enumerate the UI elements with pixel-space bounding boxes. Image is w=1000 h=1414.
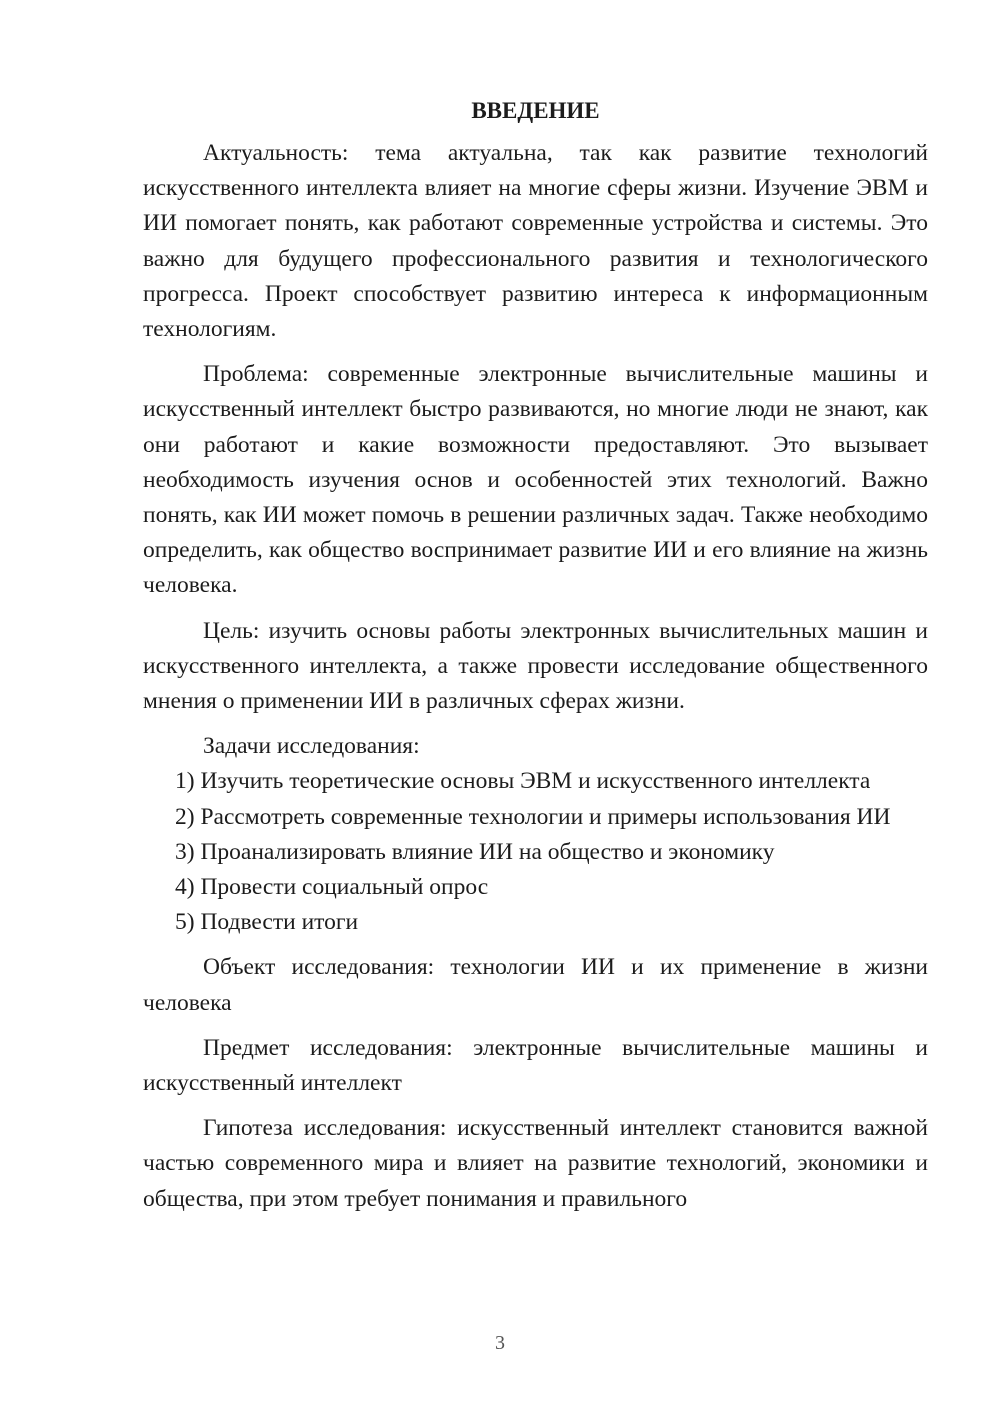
object-paragraph: Объект исследования: технологии ИИ и их применение в жизни человека	[143, 954, 928, 1016]
page-number: 3	[495, 1332, 505, 1354]
hypothesis-paragraph: Гипотеза исследования: искусственный интеллект становится важной частью современного мира и влияет на развитие технологий, экономики и общества, при этом требует понимания и правильного	[143, 1115, 928, 1212]
tasks-heading: Задачи исследования:	[203, 733, 420, 760]
task-item: 2) Рассмотреть современные технологии и примеры использования ИИ	[175, 803, 891, 830]
section-title: ВВЕДЕНИЕ	[471, 98, 600, 123]
page-content	[143, 96, 928, 1217]
task-item: 3) Проанализировать влияние ИИ на общество и экономику	[175, 838, 775, 865]
problem-paragraph: Проблема: современные электронные вычислительные машины и искусственный интеллект быстро развиваются, но многие люди не знают, как они работают и какие возможности предоставляют. Это вызывает необходимость изучения основ и особенностей этих технологий. Важно понять, как ИИ может помочь в решении различных задач. Также необходимо определить, как общество воспринимает развитие ИИ и его влияние на жизнь человека.	[143, 361, 928, 599]
relevance-paragraph: Актуальность: тема актуальна, так как развитие технологий искусственного интеллекта влияет на многие сферы жизни. Изучение ЭВМ и ИИ помогает понять, как работают современные устройства и системы. Это важно для будущего профессионального развития и технологического прогресса. Проект способствует развитию интереса к информационным технологиям.	[143, 140, 928, 343]
goal-paragraph: Цель: изучить основы работы электронных вычислительных машин и искусственного интеллекта, а также провести исследование общественного мнения о применении ИИ в различных сферах жизни.	[143, 617, 928, 715]
task-item: 1) Изучить теоретические основы ЭВМ и искусственного интеллекта	[175, 768, 871, 795]
subject-paragraph: Предмет исследования: электронные вычислительные машины и искусственный интеллект	[143, 1034, 928, 1097]
task-item: 4) Провести социальный опрос	[175, 874, 489, 901]
task-item: 5) Подвести итоги	[175, 909, 359, 936]
